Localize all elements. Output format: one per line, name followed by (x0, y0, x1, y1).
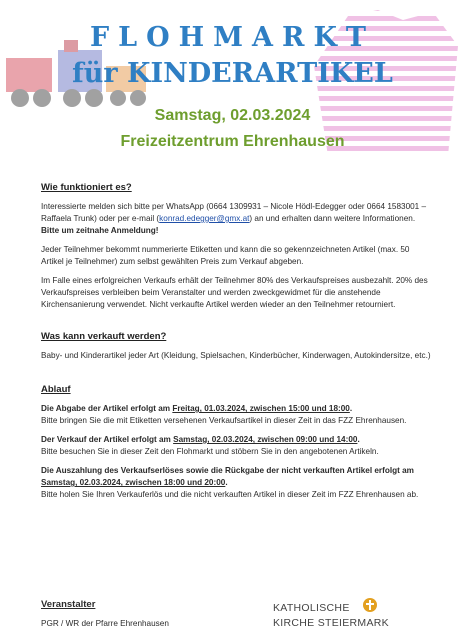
heading-what: Was kann verkauft werden? (41, 331, 167, 342)
registration-note: Bitte um zeitnahe Anmeldung! (41, 226, 159, 235)
sale-end: . (357, 435, 360, 444)
flow-dropoff (41, 403, 431, 427)
organizer-name: PGR / WR der Pfarre Ehrenhausen (41, 619, 169, 628)
heading-flow: Ablauf (41, 384, 71, 395)
contact-text-after: ) an und erhalten dann weitere Informationen. (249, 214, 416, 223)
sale-date: Samstag, 02.03.2024, zwischen 09:00 und 14:00 (173, 435, 358, 444)
payout-date: Samstag, 02.03.2024, zwischen 18:00 und 20:00 (41, 478, 226, 487)
cross-icon (363, 598, 377, 612)
event-venue: Freizeitzentrum Ehrenhausen (120, 133, 345, 150)
dropoff-date: Freitag, 01.03.2024, zwischen 15:00 und 18:00 (172, 404, 350, 413)
flyer-title-subline: für KINDERARTIKEL (72, 58, 393, 89)
payout-end: . (225, 478, 228, 487)
how-paragraph-labels: Jeder Teilnehmer bekommt nummerierte Etiketten und kann die so gekennzeichneten Artikel (max. 50 Artikel je Teilnehmer) zum selbst gewählten Preis zum Verkauf abgeben. (41, 245, 410, 266)
dropoff-end: . (349, 404, 353, 413)
dropoff-text: Bitte bringen Sie die mit Etiketten versehenen Verkaufsartikel in dieser Zeit in das FZZ Ehrenhausen. (41, 416, 407, 425)
sale-text: Bitte besuchen Sie in dieser Zeit den Flohmarkt und stöbern Sie in den angebotenen Artikeln. (41, 447, 379, 456)
sale-lead: Der Verkauf der Artikel erfolgt am (41, 435, 174, 444)
flow-payout (41, 465, 431, 501)
heading-organizer: Veranstalter (41, 599, 96, 610)
flow-sale (41, 434, 431, 458)
event-date: Samstag, 02.03.2024 (154, 107, 311, 124)
flyer-body (41, 182, 431, 501)
how-paragraph-payout: Im Falle eines erfolgreichen Verkaufs erhält der Teilnehmer 80% des Verkaufspreises ausbezahlt. 20% des Verkaufspreises verbleiben beim Veranstalter und werden zweckgewidmet für die anstehende Kirchensanierung verwendet. Nicht verkaufte Artikel werden wieder an den Teilnehmer retourniert. (41, 276, 428, 309)
email-link[interactable]: konrad.edegger@gmx.at (159, 214, 250, 223)
how-paragraph-contact (41, 201, 431, 237)
payout-text: Bitte holen Sie Ihren Verkauferlös und die nicht verkauften Artikel in dieser Zeit im FZZ Ehrenhausen ab. (41, 490, 419, 499)
contact-text: Interessierte melden sich bitte per WhatsApp (0664 1309931 – Nicole Hödl-Edegger oder 0664 1583001 – Raffaela Trunk) oder per e-mail ( (41, 202, 427, 223)
church-logo (273, 598, 458, 636)
logo-text-line1: KATHOLISCHE (273, 602, 350, 614)
dropoff-lead: Die Abgabe der Artikel erfolgt am (41, 404, 173, 413)
flyer-header (0, 0, 465, 190)
what-paragraph: Baby- und Kinderartikel jeder Art (Kleidung, Spielsachen, Kinderbücher, Kinderwagen, Autokindersitze, etc.) (41, 351, 431, 360)
logo-text-line2: KIRCHE STEIERMARK (273, 617, 389, 629)
heading-how: Wie funktioniert es? (41, 182, 132, 193)
flyer-title: FLOHMARKT (89, 22, 376, 53)
payout-lead: Die Auszahlung des Verkaufserlöses sowie die Rückgabe der nicht verkauften Artikel erfolgt am (41, 466, 414, 475)
